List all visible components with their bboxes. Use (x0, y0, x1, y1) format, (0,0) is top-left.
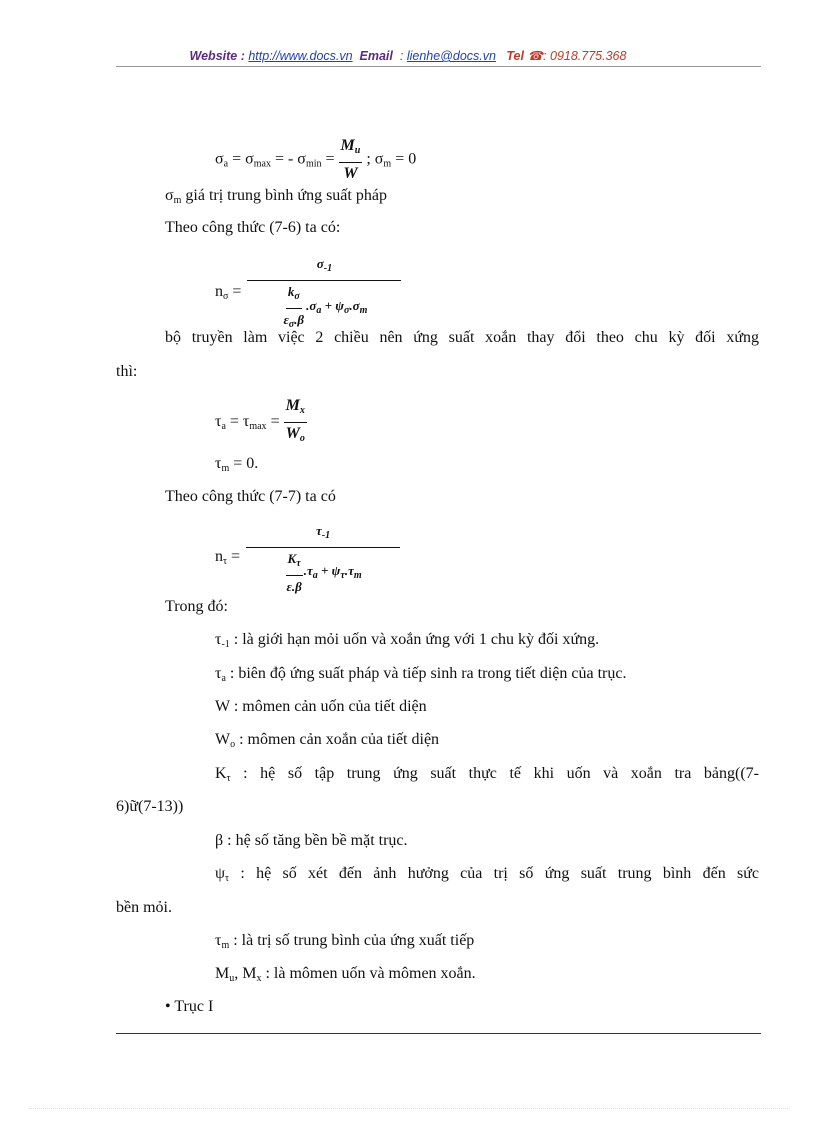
email-link[interactable]: lienhe@docs.vn (406, 49, 496, 63)
def-W: W : mômen cản uốn của tiết diện (215, 698, 427, 715)
def-K-tau-text: : hệ số tập trung ứng suất thực tế khi uốn và xoắn tra bảng((7- (243, 765, 760, 782)
tel-label: Tel (506, 49, 524, 63)
def-psi: $\psi_\tau$ : hệ số xét đến ảnh hưởng của trị số ứng suất trung bình đến sức (215, 865, 759, 884)
formula-tau-a: $\tau_a = \tau_{max}$ = $\frac{M_x}{W_o}$ (215, 397, 305, 444)
def-tau-m: $\tau_m$ : là trị số trung bình của ứng xuất tiếp (215, 932, 475, 951)
header-rule (116, 66, 761, 67)
def-tau-a-text: : biên độ ứng suất pháp và tiếp sinh ra trong tiết diện của trục. (229, 665, 627, 682)
formula-ref-7-7: Theo công thức (7-7) ta có (165, 488, 336, 505)
website-label: Website : (189, 49, 245, 63)
formula-n-sigma: $n_\sigma$ = $\sigma_{-1}$ $\frac{k_\sigma}{\varepsilon_\sigma.\beta}$ $.\sigma_a + \psi_\sigma.\sigma_m$ (215, 254, 401, 335)
def-Mu-Mx: $M_u$, $M_x$ : là mômen uốn và mômen xoắn. (215, 965, 476, 984)
def-Mu-Mx-text: : là mômen uốn và mômen xoắn. (265, 965, 476, 982)
def-Wo-text: : mômen cản xoắn của tiết diện (239, 731, 440, 748)
def-tau-minus1: $\tau_{-1}$ : là giới hạn mỏi uốn và xoắn ứng với 1 chu kỳ đối xứng. (215, 631, 600, 650)
tel-number: : 0918.775.368 (543, 49, 627, 63)
def-tau-m-text: : là trị số trung bình của ứng xuất tiếp (233, 932, 475, 949)
formula-sigma-a: $\sigma_a = \sigma_{max}$ = - $\sigma_{min}$ = $\frac{M_u}{W}$ ; $\sigma_m = 0$ (215, 137, 417, 182)
sigma-m-line: $\sigma_m$ giá trị trung bình ứng suất pháp (165, 187, 387, 206)
def-K-tau: $K_\tau$ : hệ số tập trung ứng suất thực tế khi uốn và xoắn tra bảng((7- (215, 765, 760, 784)
bullet-truc-I: • Trục I (165, 998, 214, 1015)
formula-n-tau: $n_\tau$ = $\tau_{-1}$ $\frac{K_\tau}{\varepsilon.\beta}$ $.\tau_a + \psi_\tau.\tau_m$ (215, 521, 400, 597)
page-bottom-dots (28, 1108, 788, 1109)
tau-m-value: = 0. (233, 455, 259, 472)
email-separator: : (399, 49, 404, 63)
tau-m-line: $\tau_m = 0$. (215, 455, 259, 474)
def-Wo-subscript: o (230, 739, 236, 750)
def-beta: β : hệ số tăng bền bề mặt trục. (215, 832, 408, 849)
def-Wo-symbol: W (215, 731, 231, 748)
def-tau-a: $\tau_a$ : biên độ ứng suất pháp và tiếp sinh ra trong tiết diện của trục. (215, 665, 627, 684)
def-psi-cont: bền mỏi. (116, 899, 172, 916)
page-header (0, 48, 816, 63)
formula-ref-7-6: Theo công thức (7-6) ta có: (165, 219, 341, 236)
website-link[interactable]: http://www.docs.vn (248, 49, 353, 63)
def-Wo (215, 730, 439, 755)
para-two-way-2: thì: (116, 363, 138, 380)
phone-icon: ☎ (527, 49, 544, 63)
footer-rule (116, 1033, 761, 1034)
sigma-m-text: giá trị trung bình ứng suất pháp (185, 187, 387, 204)
def-beta-text: : hệ số tăng bền bề mặt trục. (227, 832, 408, 849)
email-label: Email (359, 49, 393, 63)
def-K-tau-cont: 6)ữ(7-13)) (116, 798, 184, 815)
para-two-way-1: bộ truyền làm việc 2 chiều nên ứng suất xoắn thay đổi theo chu kỳ đối xứng (165, 329, 759, 346)
def-psi-text: : hệ số xét đến ảnh hưởng của trị số ứng suất trung bình đến sức (240, 865, 759, 882)
trong-do-heading: Trong đó: (165, 598, 228, 615)
def-tau-minus1-text: : là giới hạn mỏi uốn và xoắn ứng với 1 chu kỳ đối xứng. (233, 631, 600, 648)
